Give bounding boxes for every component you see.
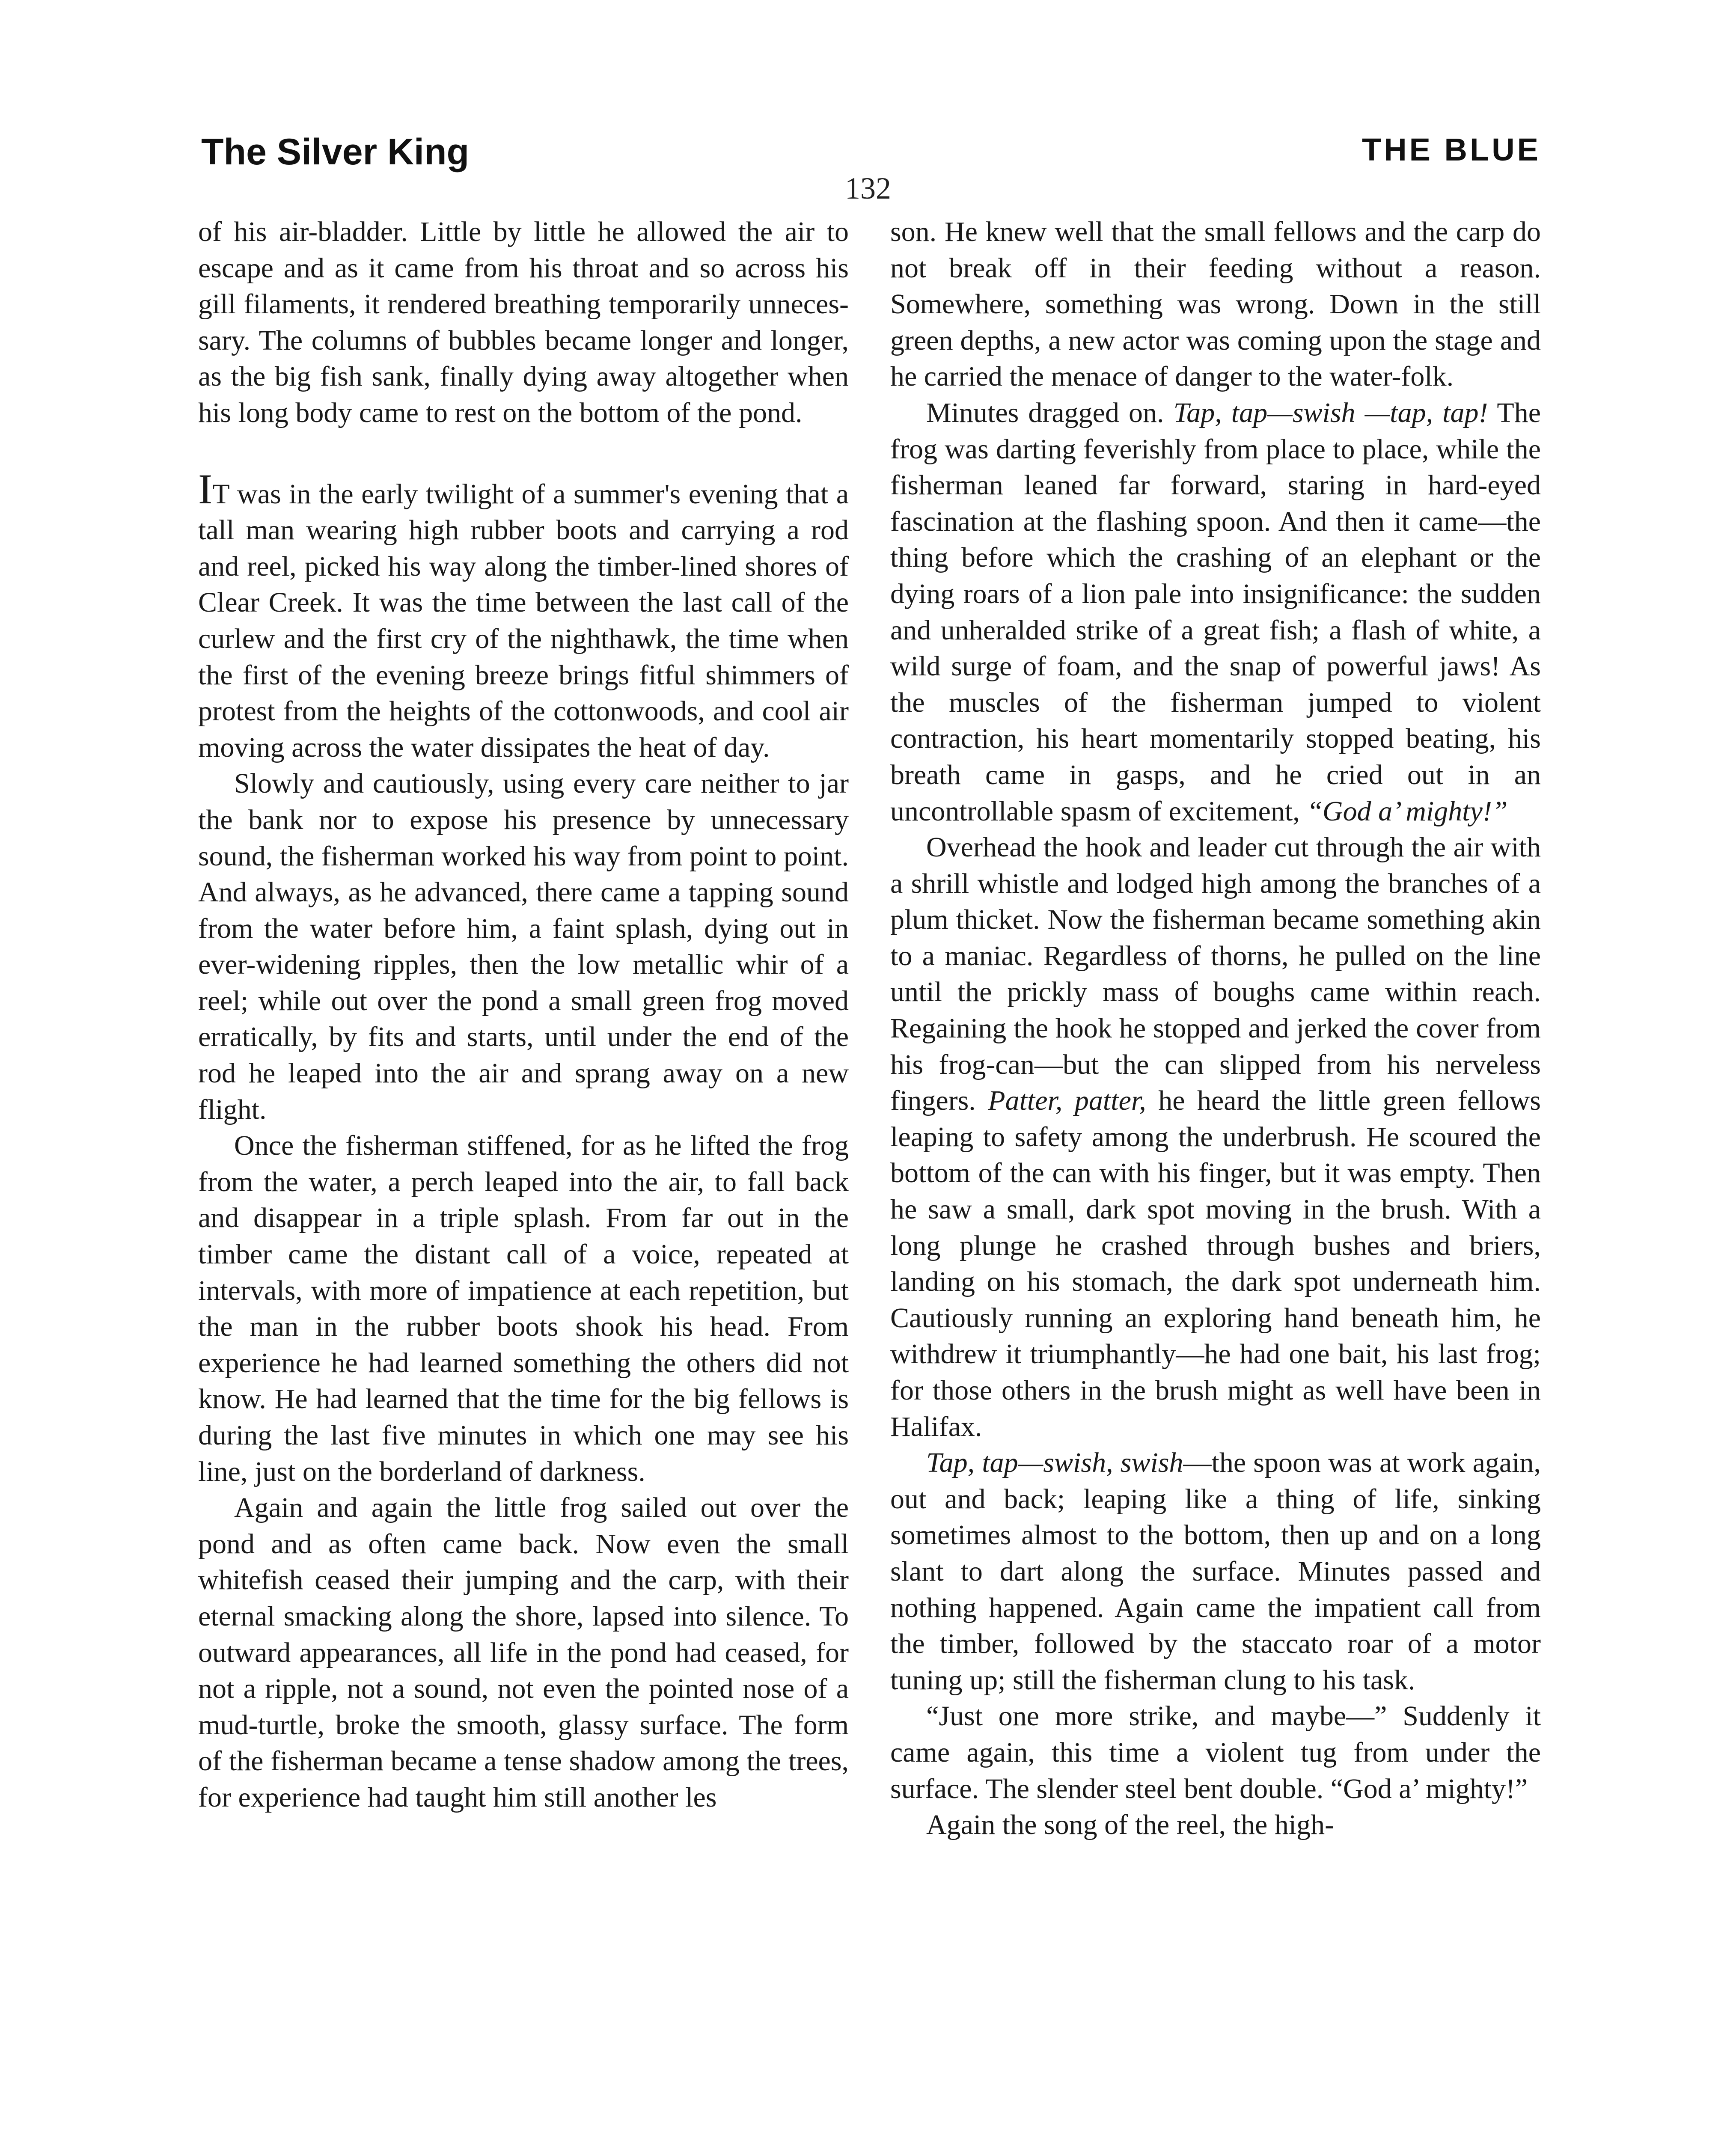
sound-effect-text: Tap, tap—swish, swish xyxy=(926,1447,1183,1479)
paragraph: Again the song of the reel, the high- xyxy=(926,1809,1335,1841)
paragraph-section-start xyxy=(198,465,849,766)
paragraph-text: The frog was darting feverishly from place to place, while the fisherman leaned far forward, staring in hard-eyed fascination at the flashing spoon. And then it came—the thing before which the crashing of an elephant or the dying roars of a lion pale into insignificance: the sudden and unheralded strike of a great fish; a flash of white, a wild surge of foam, and the snap of powerful jaws! As the muscles of the fisherman jumped to violent contraction, his heart momentarily stopped beating, his breath came in gasps, and he cried out in an uncontrollable spasm of excitement, xyxy=(890,397,1541,827)
paragraph: son. He knew well that the small fellows and the carp do not break off in their feeding without a reason. Somewhere, something was wrong. Down in the still green depths, a new actor was coming upon the stage and he carried the menace of danger to the water-folk. xyxy=(890,216,1541,392)
sound-effect-text: Patter, patter, xyxy=(988,1085,1146,1117)
right-column xyxy=(890,214,1541,1843)
paragraph xyxy=(890,395,1541,829)
paragraph xyxy=(890,1445,1541,1698)
paragraph: “Just one more strike, and maybe—” Suddenly it came again, this time a violent tug from under the surface. The slender steel bent double. “God a’ mighty!” xyxy=(890,1700,1541,1804)
running-head xyxy=(201,128,1541,175)
paragraph: of his air-bladder. Little by little he allowed the air to escape and as it came from his throat and so across his gill filaments, it rendered breathing temporarily unnecessary. The columns of bubbles became longer and longer, as the big fish sank, finally dying away altogether when his long body came to rest on the bottom of the pond. xyxy=(198,216,849,428)
paragraph-text: —the spoon was at work again, out and back; leaping like a thing of life, sinking sometimes almost to the bottom, then up and on a long slant to dart along the surface. Minutes passed and nothing happened. Again came the impatient call from the timber, followed by the staccato roar of a motor tuning up; still the fisherman clung to his task. xyxy=(890,1447,1541,1696)
exclamation-text: “God a’ mighty!” xyxy=(1307,795,1508,827)
paragraph: Once the fisherman stiffened, for as he lifted the frog from the water, a perch leaped into the air, to fall back and disappear in a triple splash. From far out in the timber came the distant call of a voice, repeated at intervals, with more of impatience at each repetition, but the man in the rubber boots shook his head. From experience he had learned something the others did not know. He had learned that the time for the big fellows is during the last five minutes in which one may see his line, just on the borderland of darkness. xyxy=(198,1130,849,1487)
paragraph-text: T was in the early twilight of a summer's evening that a tall man wearing high rubber boots and carrying a rod and reel, picked his way along the timber-lined shores of Clear Creek. It was the time between the last call of the curlew and the first cry of the nighthawk, the time when the first of the evening breeze brings fitful shimmers of protest from the heights of the cottonwoods, and cool air moving across the water dissipates the heat of day. xyxy=(198,478,849,763)
paragraph-text: Minutes dragged on. xyxy=(926,397,1174,428)
sound-effect-text: Tap, tap—swish —tap, tap! xyxy=(1173,397,1488,428)
magazine-title: THE BLUE xyxy=(1362,132,1541,167)
drop-cap: I xyxy=(198,465,213,513)
paragraph: Slowly and cautiously, using every care neither to jar the bank nor to expose his presence by unnecessary sound, the fisherman worked his way from point to point. And always, as he advanced, there came a tapping sound from the water before him, a faint splash, dying out in ever-widening ripples, then the low metallic whir of a reel; while out over the pond a small green frog moved erratically, by fits and starts, until under the end of the rod he leaped into the air and sprang away on a new flight. xyxy=(198,768,849,1125)
paragraph: Again and again the little frog sailed out over the pond and as often came back. Now even the small whitefish ceased their jumping and the carp, with their eternal smacking along the shore, lapsed into silence. To outward appearances, all life in the pond had ceased, for not a ripple, not a sound, not even the pointed nose of a mud-turtle, broke the smooth, glassy surface. The form of the fisherman became a tense shadow among the trees, for experience had taught him still another les xyxy=(198,1492,849,1813)
story-title: The Silver King xyxy=(201,131,470,172)
paragraph xyxy=(890,829,1541,1445)
left-column xyxy=(198,214,849,1816)
page-number: 132 xyxy=(845,171,891,205)
paragraph-text: Overhead the hook and leader cut through the air with a shrill whistle and lodged high among the branches of a plum thicket. Now the fisherman became something akin to a maniac. Regardless of thorns, he pulled on the line until the prickly mass of boughs came within reach. Regaining the hook he stopped and jerked the cover from his frog-can—but the can slipped from his nerveless fingers. xyxy=(890,832,1541,1117)
paragraph-text: he heard the little green fellows leaping to safety among the underbrush. He scoured the bottom of the can with his finger, but it was empty. Then he saw a small, dark spot moving in the brush. With a long plunge he crashed through bushes and briers, landing on his stomach, the dark spot underneath him. Cautiously running an exploring hand beneath him, he withdrew it triumphantly—he had one bait, his last frog; for those others in the brush might as well have been in Halifax. xyxy=(890,1085,1541,1442)
